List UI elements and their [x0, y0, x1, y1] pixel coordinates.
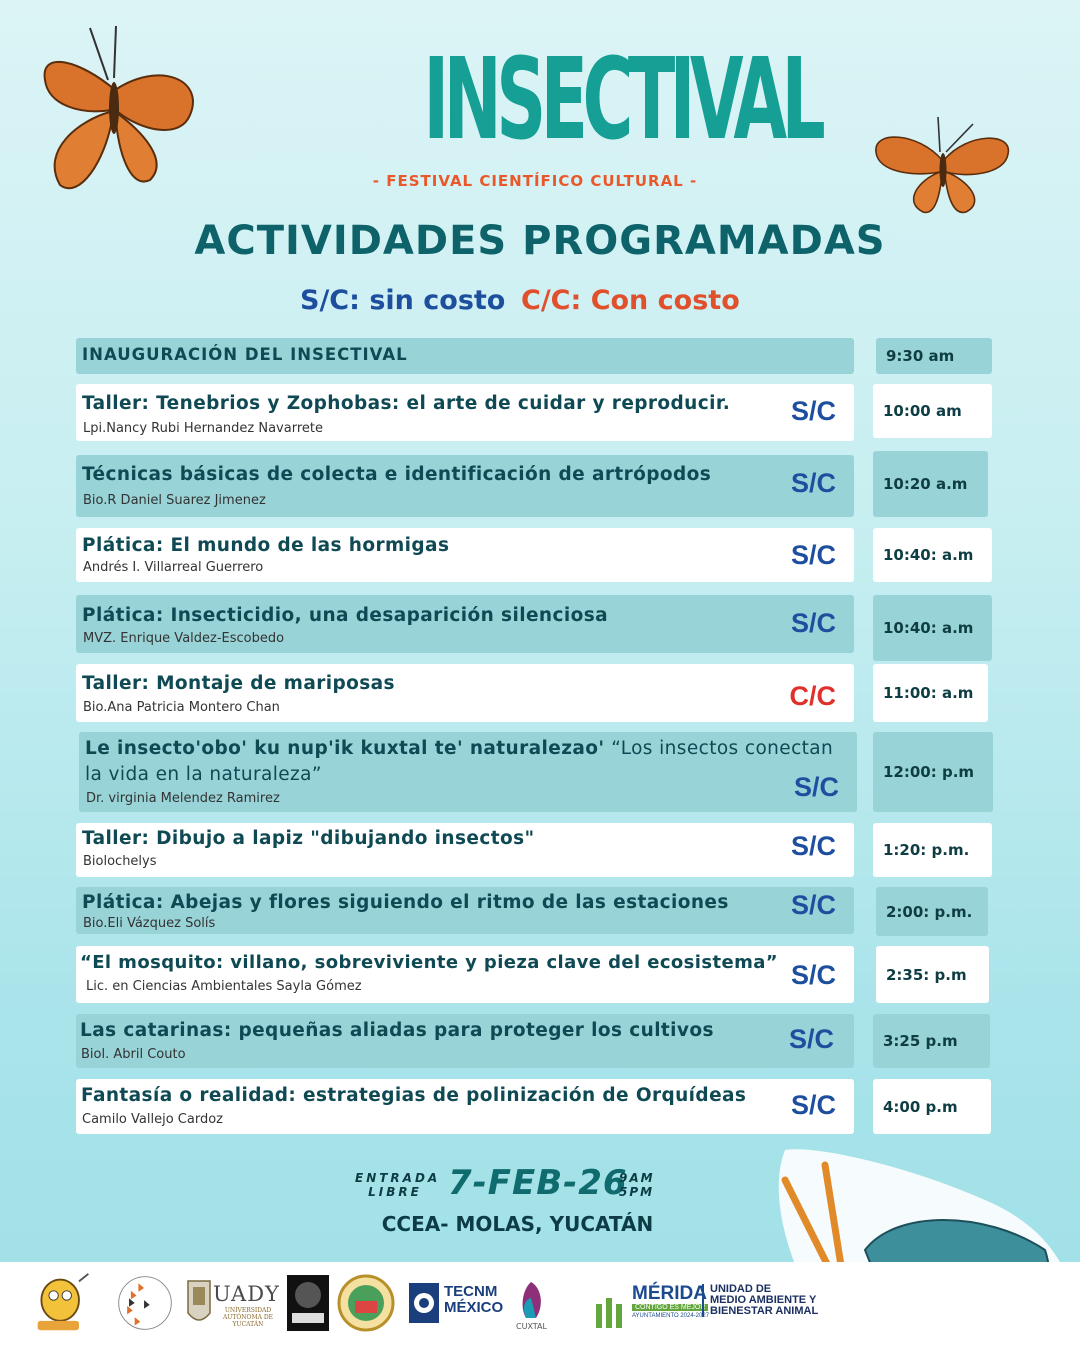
activity-cost: S/C: [790, 960, 836, 990]
schedule-row: [76, 664, 854, 722]
activity-title: “El mosquito: villano, sobreviviente y pieza clave del ecosistema”: [80, 952, 778, 973]
activity-cost: S/C: [790, 1090, 836, 1120]
activity-speaker: Lic. en Ciencias Ambientales Sayla Gómez: [86, 979, 362, 994]
butterfly-left-illustration: [20, 20, 210, 200]
activity-title: Taller: Dibujo a lapiz "dibujando insectos": [82, 828, 535, 849]
activity-time: 10:00 am: [873, 384, 992, 438]
activity-title: Técnicas básicas de colecta e identificación de artrópodos: [82, 464, 712, 485]
activity-time: 2:35: p.m: [876, 946, 989, 1003]
schedule-row: [76, 384, 854, 441]
festival-subtitle: - FESTIVAL CIENTÍFICO CULTURAL -: [372, 172, 698, 190]
schedule-row: [76, 338, 854, 374]
event-date: 7-FEB-26: [448, 1163, 628, 1203]
activity-speaker: Biolochelys: [83, 854, 157, 869]
activity-cost: S/C: [790, 608, 836, 638]
activity-title-translation: “Los insectos conectan: [611, 738, 834, 759]
activity-title: Taller: Tenebrios y Zophobas: el arte de cuidar y reproducir.: [82, 393, 731, 414]
activity-title: INAUGURACIÓN DEL INSECTIVAL: [82, 345, 408, 364]
cuxtal-logo-text: CUXTAL: [516, 1322, 547, 1331]
tec-circle-logo: [337, 1272, 395, 1334]
activity-cost: S/C: [790, 890, 836, 920]
uady-logo-subtitle: UNIVERSIDAD AUTÓNOMA DE YUCATÁN: [222, 1307, 274, 1328]
activity-speaker: Camilo Vallejo Cardoz: [82, 1112, 223, 1127]
uady-logo-text: UADY: [213, 1282, 280, 1306]
activity-time: 4:00 p.m: [873, 1079, 991, 1134]
tecnm-gear-logo: [405, 1272, 443, 1334]
merida-emblem-logo: [594, 1283, 628, 1345]
merida-logo-tag: CONTIGO ES MEJOR: [632, 1304, 708, 1311]
schedule-row: [76, 1079, 854, 1134]
schedule-row: [76, 528, 854, 582]
schedule-row: [79, 732, 857, 812]
activity-speaker: Bio.Eli Vázquez Solís: [83, 916, 216, 931]
event-hours: 9AM 5PM: [619, 1171, 655, 1199]
activity-title: Las catarinas: pequeñas aliadas para proteger los cultivos: [80, 1020, 714, 1041]
schedule-row: [76, 946, 854, 1003]
activity-time: 12:00: p.m: [873, 732, 993, 812]
festival-logo: INSECTIVAL: [423, 35, 821, 165]
merida-logo-text: MÉRIDA: [632, 1283, 707, 1304]
activity-speaker: Bio.Ana Patricia Montero Chan: [83, 700, 280, 715]
activity-title-line2: la vida en la naturaleza”: [85, 764, 322, 785]
activity-cost: C/C: [789, 681, 836, 711]
activity-time: 10:20 a.m: [873, 451, 988, 517]
butterfly-right-illustration: [868, 112, 1018, 217]
activity-cost: S/C: [793, 772, 839, 802]
schedule-row: [76, 455, 854, 517]
activity-time: 11:00: a.m: [873, 664, 988, 722]
activity-cost: S/C: [790, 396, 836, 426]
bee-mascot-logo: [28, 1272, 98, 1334]
legend-free: S/C: sin costo: [300, 285, 506, 316]
activity-title: Plática: Abejas y flores siguiendo el ritmo de las estaciones: [82, 892, 729, 913]
activity-cost: S/C: [790, 468, 836, 498]
activity-time: 10:40: a.m: [873, 528, 992, 582]
activity-speaker: MVZ. Enrique Valdez-Escobedo: [83, 631, 285, 646]
event-location: CCEA- MOLAS, YUCATÁN: [381, 1212, 654, 1236]
activity-cost: S/C: [790, 831, 836, 861]
schedule-row: [76, 595, 854, 653]
activity-speaker: Biol. Abril Couto: [81, 1047, 186, 1062]
activity-time: 2:00: p.m.: [876, 887, 988, 936]
activity-cost: S/C: [790, 540, 836, 570]
activity-time: 3:25 p.m: [873, 1014, 990, 1068]
schedule-row: [76, 887, 854, 934]
activity-time: 1:20: p.m.: [873, 823, 992, 877]
activity-time: 9:30 am: [876, 338, 992, 374]
free-entry-label: ENTRADA LIBRE: [355, 1171, 441, 1199]
activity-cost: S/C: [788, 1024, 834, 1054]
activity-speaker: Andrés I. Villarreal Guerrero: [83, 560, 264, 575]
activity-title: Plática: El mundo de las hormigas: [82, 535, 450, 556]
activity-title: Fantasía o realidad: estrategias de polinización de Orquídeas: [81, 1085, 747, 1106]
merida-logo-subtitle: AYUNTAMIENTO 2024-2027: [632, 1313, 710, 1319]
activity-title: Le insecto'obo' ku nup'ik kuxtal te' naturalezao' “Los insectos conectan: [85, 738, 834, 759]
activity-time: 10:40: a.m: [873, 595, 992, 661]
uady-crest-logo: [185, 1272, 213, 1334]
unidad-logo-text: UNIDAD DE MEDIO AMBIENTE Y BIENESTAR ANIMAL: [702, 1284, 818, 1317]
activity-title: Taller: Montaje de mariposas: [82, 673, 395, 694]
activity-speaker: Bio.R Daniel Suarez Jimenez: [83, 493, 266, 508]
page-title: ACTIVIDADES PROGRAMADAS: [194, 218, 886, 264]
schedule-row: [76, 823, 854, 877]
legend-paid: C/C: Con costo: [521, 285, 740, 316]
schedule-row: [76, 1014, 854, 1068]
activity-speaker: Lpi.Nancy Rubi Hernandez Navarrete: [83, 421, 323, 436]
activity-title: Plática: Insecticidio, una desaparición silenciosa: [82, 605, 608, 626]
tecnm-logo-text: TECNM MÉXICO: [444, 1283, 504, 1316]
cesa-logo: [287, 1272, 329, 1334]
butterfly-circle-logo: [110, 1272, 180, 1334]
activity-speaker: Dr. virginia Melendez Ramirez: [86, 791, 280, 806]
